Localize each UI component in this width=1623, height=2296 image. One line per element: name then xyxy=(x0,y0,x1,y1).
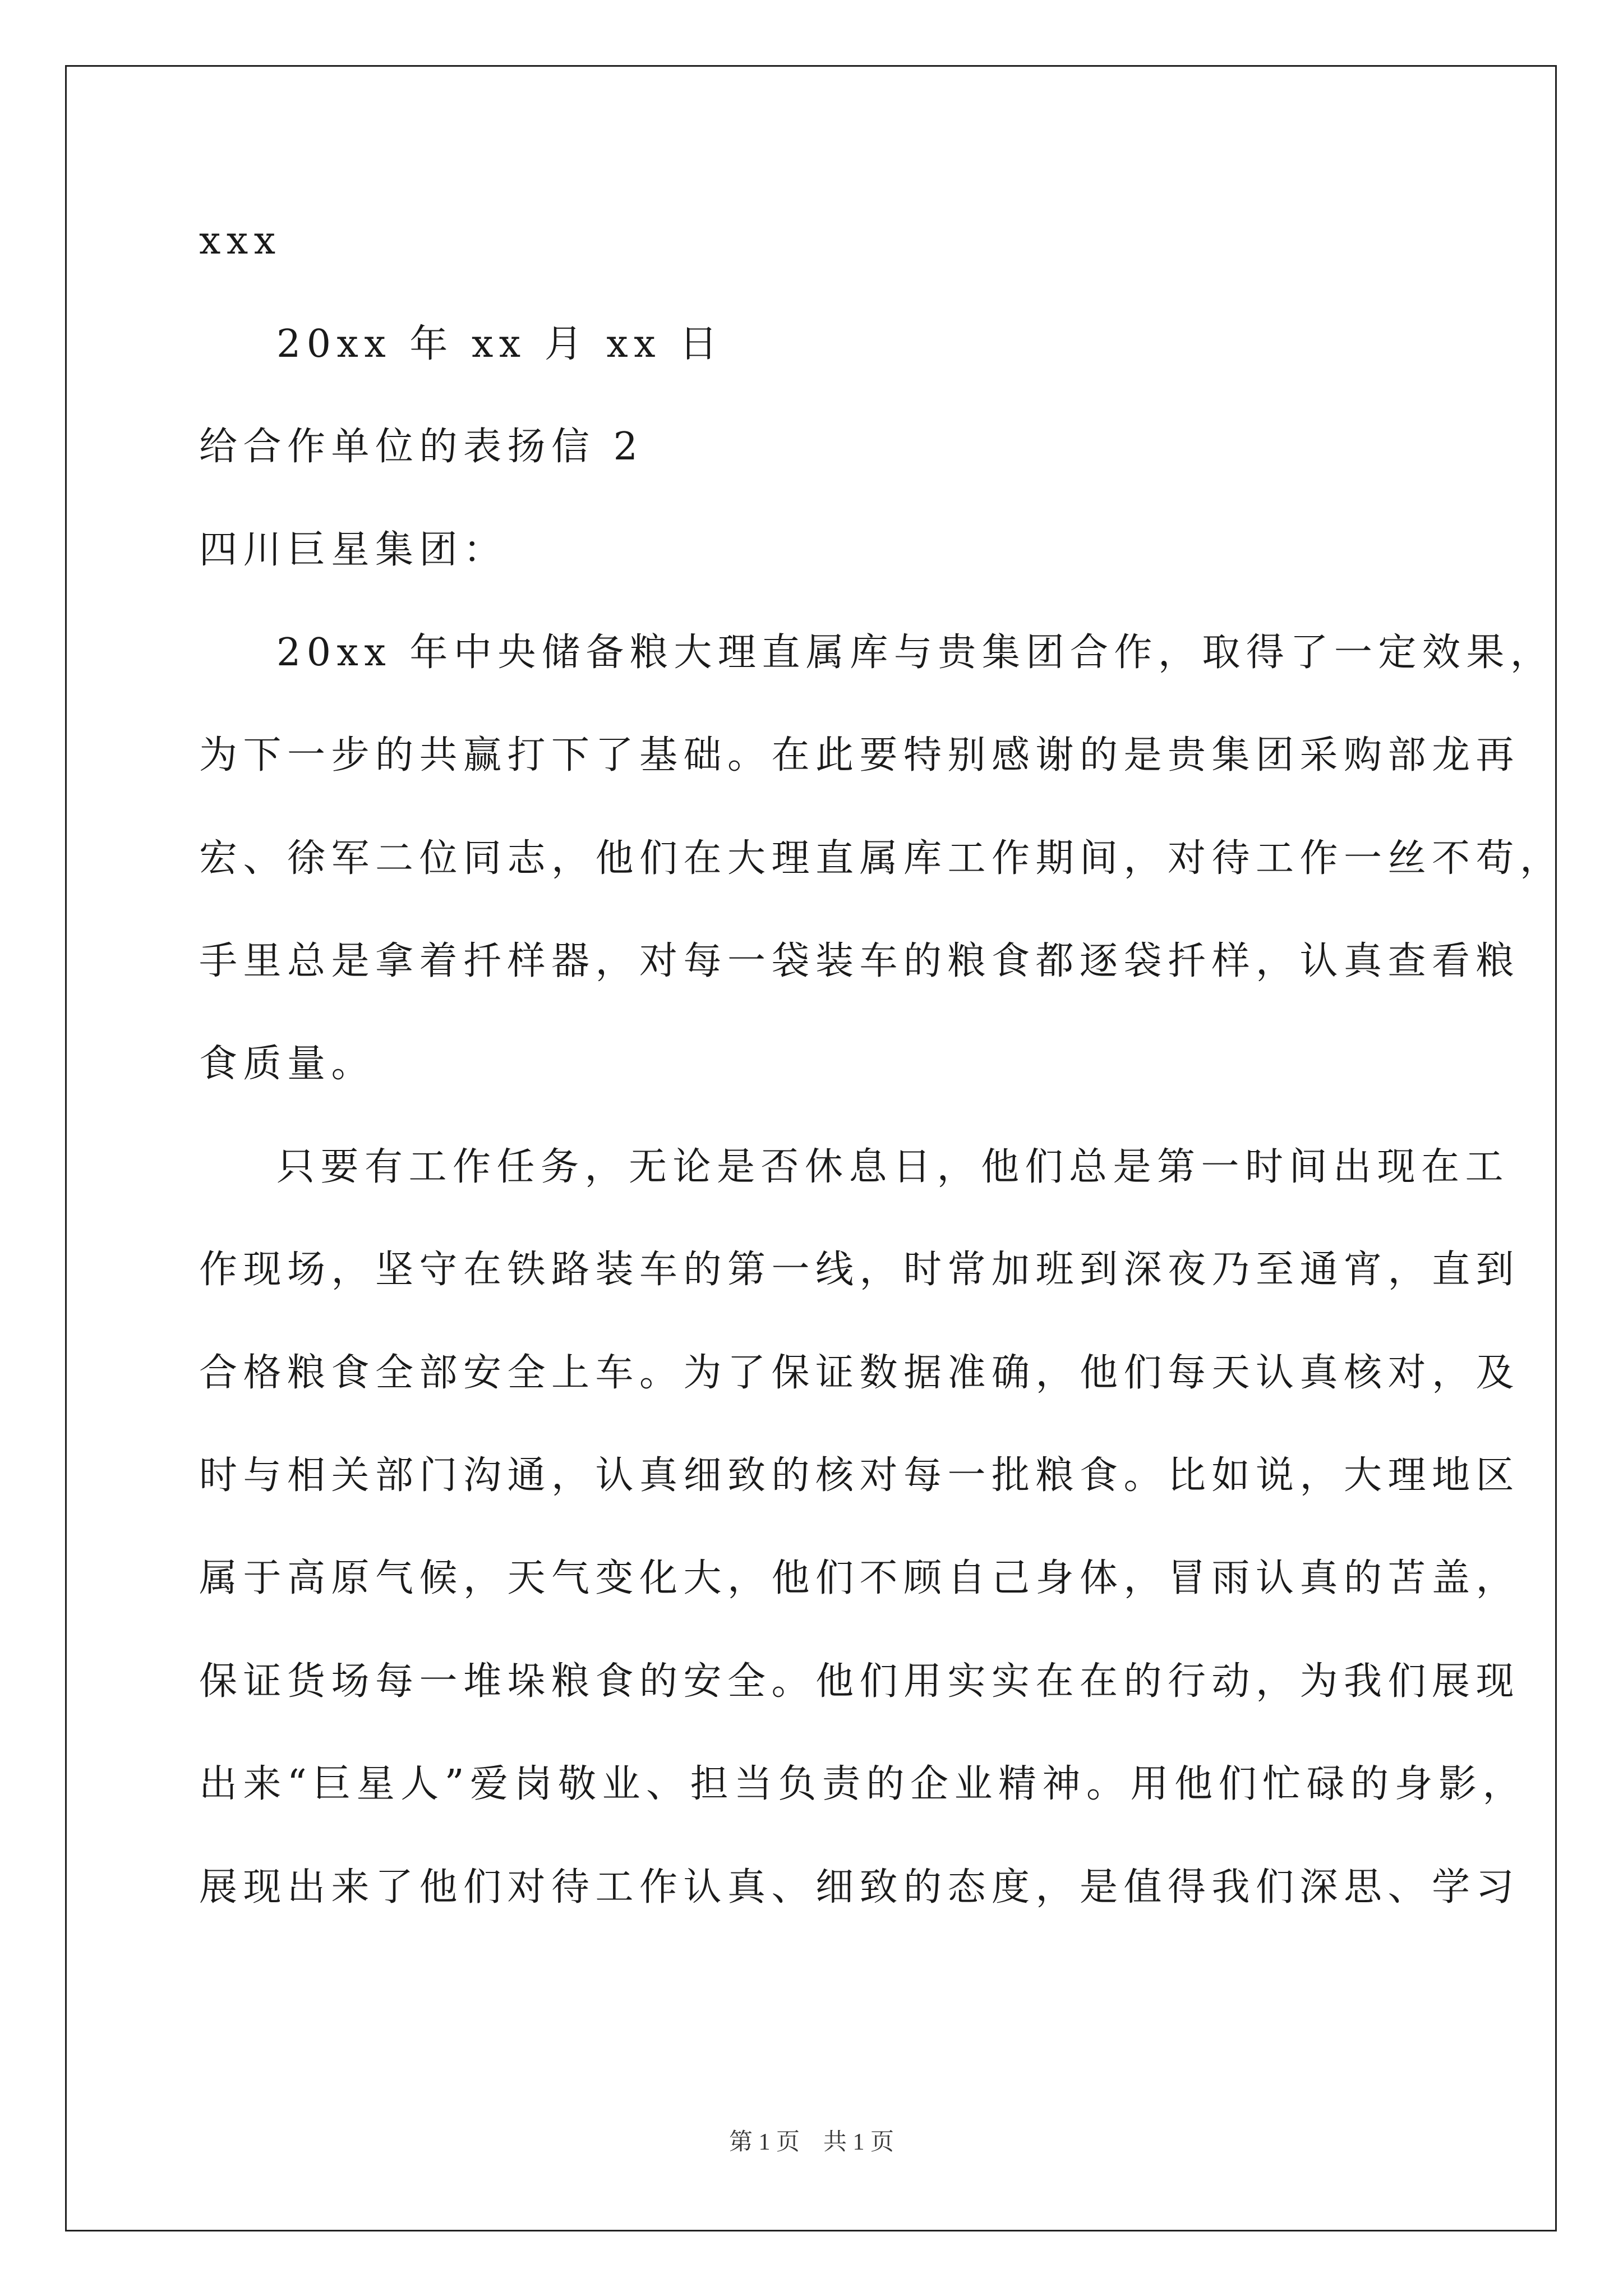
paragraph2-line-2: 作现场，坚守在铁路装车的第一线，时常加班到深夜乃至通宵，直到 xyxy=(199,1248,1520,1292)
paragraph2-line-7: 出来“巨星人”爱岗敬业、担当负责的企业精神。用他们忙碌的身影， xyxy=(199,1762,1527,1806)
paragraph2-line-1: 只要有工作任务，无论是否休息日，他们总是第一时间出现在工 xyxy=(276,1145,1510,1189)
paragraph2-line-4: 时与相关部门沟通，认真细致的核对每一批粮食。比如说，大理地区 xyxy=(199,1453,1520,1498)
salutation: 四川巨星集团： xyxy=(199,528,508,572)
paragraph1-line-4: 手里总是拿着扦样器，对每一袋装车的粮食都逐袋扦样，认真查看粮 xyxy=(199,939,1520,983)
paragraph1-line-5: 食质量。 xyxy=(199,1042,376,1086)
signature: xxx xyxy=(199,219,282,263)
page-footer: 第 1 页 共 1 页 xyxy=(728,2129,894,2155)
paragraph1-line-3: 宏、徐军二位同志，他们在大理直属库工作期间，对待工作一丝不苟， xyxy=(199,836,1564,881)
paragraph1-line-1: 20xx 年中央储备粮大理直属库与贵集团合作，取得了一定效果， xyxy=(276,631,1555,675)
paragraph2-line-8: 展现出来了他们对待工作认真、细致的态度，是值得我们深思、学习 xyxy=(199,1865,1520,1910)
paragraph2-line-5: 属于高原气候，天气变化大，他们不顾自己身体，冒雨认真的苫盖， xyxy=(199,1556,1520,1600)
paragraph2-line-3: 合格粮食全部安全上车。为了保证数据准确，他们每天认真核对，及 xyxy=(199,1351,1520,1395)
letter-title: 给合作单位的表扬信 2 xyxy=(199,425,644,469)
date-line: 20xx 年 xx 月 xx 日 xyxy=(276,322,723,366)
paragraph2-line-6: 保证货场每一堆垛粮食的安全。他们用实实在在的行动，为我们展现 xyxy=(199,1659,1520,1704)
paragraph1-line-2: 为下一步的共赢打下了基础。在此要特别感谢的是贵集团采购部龙再 xyxy=(199,733,1520,777)
